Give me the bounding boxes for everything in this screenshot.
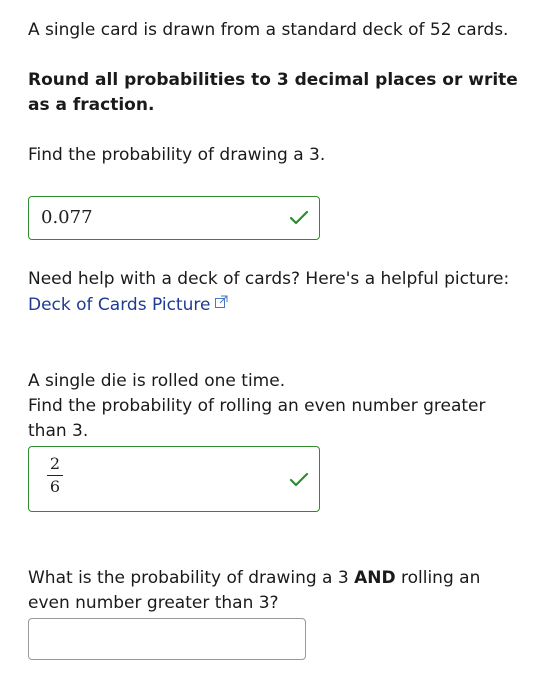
die-line-1: A single die is rolled one time. <box>28 371 286 391</box>
die-line-2: Find the probability of rolling an even number greater than 3. <box>28 396 486 441</box>
deck-of-cards-link-label: Deck of Cards Picture <box>28 294 211 315</box>
die-answer-field[interactable] <box>28 446 320 512</box>
fraction-bar <box>47 475 63 476</box>
help-section <box>28 267 518 318</box>
help-text: Need help with a deck of cards? Here's a helpful picture: <box>28 269 510 289</box>
external-link-icon <box>214 292 228 317</box>
fraction-numerator: 2 <box>49 454 61 473</box>
combined-answer-field[interactable] <box>28 618 306 660</box>
fraction-denominator: 6 <box>49 477 61 496</box>
correct-check-icon <box>289 471 309 496</box>
die-question <box>28 369 518 444</box>
rounding-instruction: Round all probabilities to 3 decimal places or write as a fraction. <box>28 70 518 115</box>
correct-check-icon <box>289 209 309 234</box>
deck-of-cards-link[interactable] <box>28 295 228 315</box>
card-draw-text: A single card is drawn from a standard deck of 52 cards. <box>28 20 509 40</box>
card-prompt: Find the probability of drawing a 3. <box>28 145 326 165</box>
combined-prefix: What is the probability of drawing a 3 <box>28 568 355 588</box>
card-answer-value: 0.077 <box>41 207 93 228</box>
combined-and-emphasis: AND <box>354 568 396 588</box>
combined-question <box>28 566 518 616</box>
card-answer-field[interactable] <box>28 196 320 240</box>
die-answer-fraction <box>47 455 63 496</box>
combined-suffix: rolling an even number greater than 3? <box>28 568 481 613</box>
question-content <box>28 18 518 168</box>
